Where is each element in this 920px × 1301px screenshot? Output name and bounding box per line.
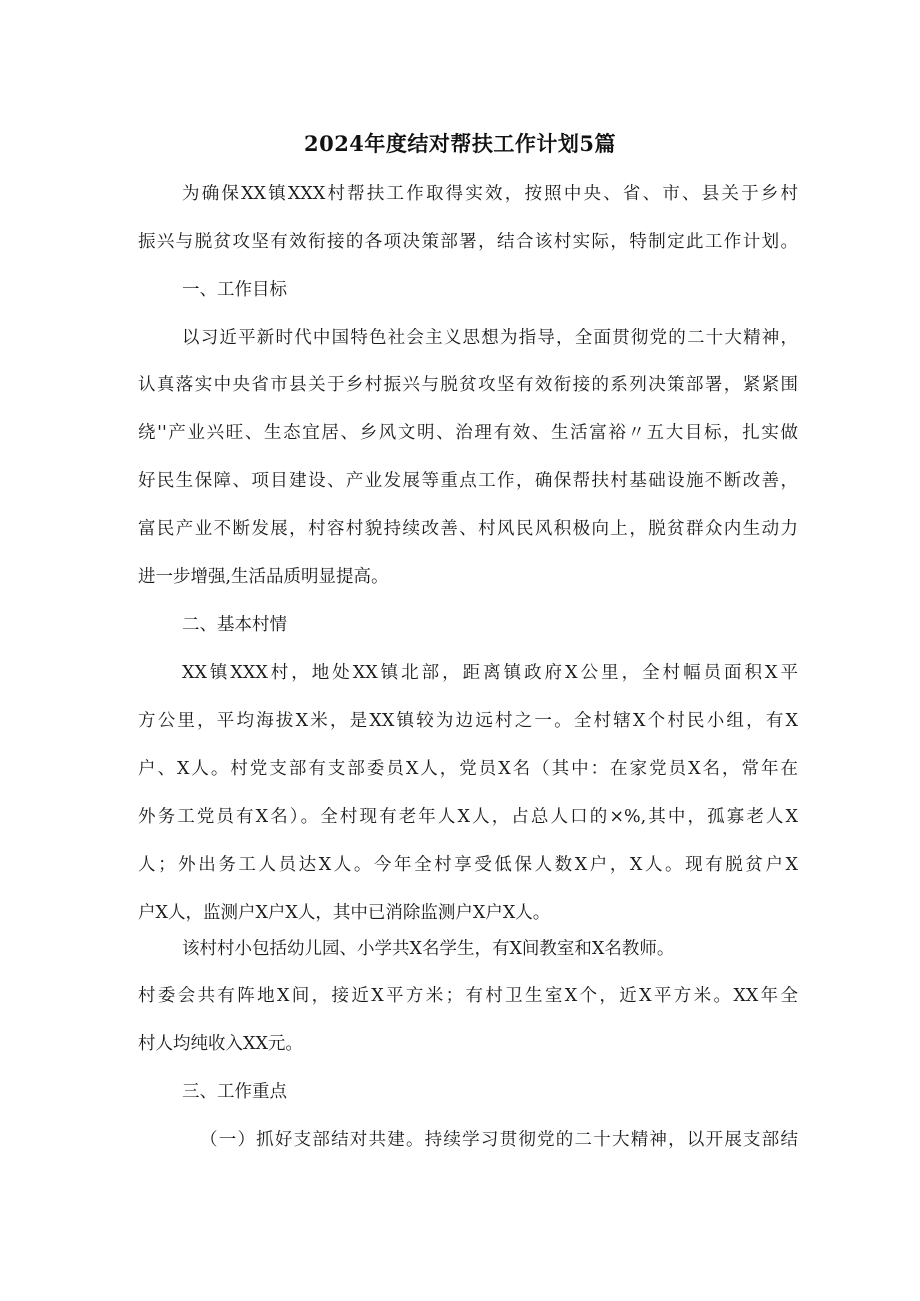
paragraph-line: （一）抓好支部结对共建。持续学习贯彻党的二十大精神，以开展支部结 (200, 1130, 798, 1150)
section-heading: 二、基本村情 (182, 615, 287, 635)
paragraph-line: 村委会共有阵地X间，接近X平方米；有村卫生室X个，近X平方米。XX年全 (138, 986, 798, 1006)
paragraph-line: 户X人，监测户X户X人，其中已消除监测户X户X人。 (138, 903, 551, 923)
paragraph-line: 人；外出务工人员达X人。今年全村享受低保人数X户，X人。现有脱贫户X (138, 855, 798, 875)
paragraph-line: 该村村小包括幼儿园、小学共X名学生，有X间教室和X名教师。 (182, 939, 675, 959)
paragraph-line: 富民产业不断发展，村容村貌持续改善、村风民风积极向上，脱贫群众内生动力 (138, 519, 798, 539)
section-heading: 一、工作目标 (182, 280, 287, 300)
section-heading: 三、工作重点 (182, 1082, 287, 1102)
paragraph-line: 绕''产业兴旺、生态宜居、乡风文明、治理有效、生活富裕〃五大目标，扎实做 (138, 423, 798, 443)
paragraph-line: 认真落实中央省市县关于乡村振兴与脱贫攻坚有效衔接的系列决策部署，紧紧围 (138, 375, 798, 395)
document-title: 2024年度结对帮扶工作计划5篇 (303, 131, 617, 156)
paragraph-line: 以习近平新时代中国特色社会主义思想为指导，全面贯彻党的二十大精神， (182, 328, 798, 348)
paragraph-line: 好民生保障、项目建设、产业发展等重点工作，确保帮扶村基础设施不断改善， (138, 471, 798, 491)
paragraph-line: 为确保XX镇XXX村帮扶工作取得实效，按照中央、省、市、县关于乡村 (182, 184, 798, 204)
paragraph-line: 村人均纯收入XX元。 (138, 1034, 303, 1054)
paragraph-line: 外务工党员有X名）。全村现有老年人X人，占总人口的×%,其中，孤寡老人X (138, 807, 798, 827)
paragraph-line: 进一步增强,生活品质明显提高。 (138, 567, 389, 587)
paragraph-line: 方公里，平均海拔X米，是XX镇较为边远村之一。全村辖X个村民小组，有X (138, 711, 798, 731)
paragraph-line: 户、X人。村党支部有支部委员X人，党员X名（其中：在家党员X名，常年在 (138, 759, 798, 779)
paragraph-line: XX镇XXX村，地处XX镇北部，距离镇政府X公里，全村幅员面积X平 (182, 663, 798, 683)
paragraph-line: 振兴与脱贫攻坚有效衔接的各项决策部署，结合该村实际，特制定此工作计划。 (138, 232, 798, 252)
